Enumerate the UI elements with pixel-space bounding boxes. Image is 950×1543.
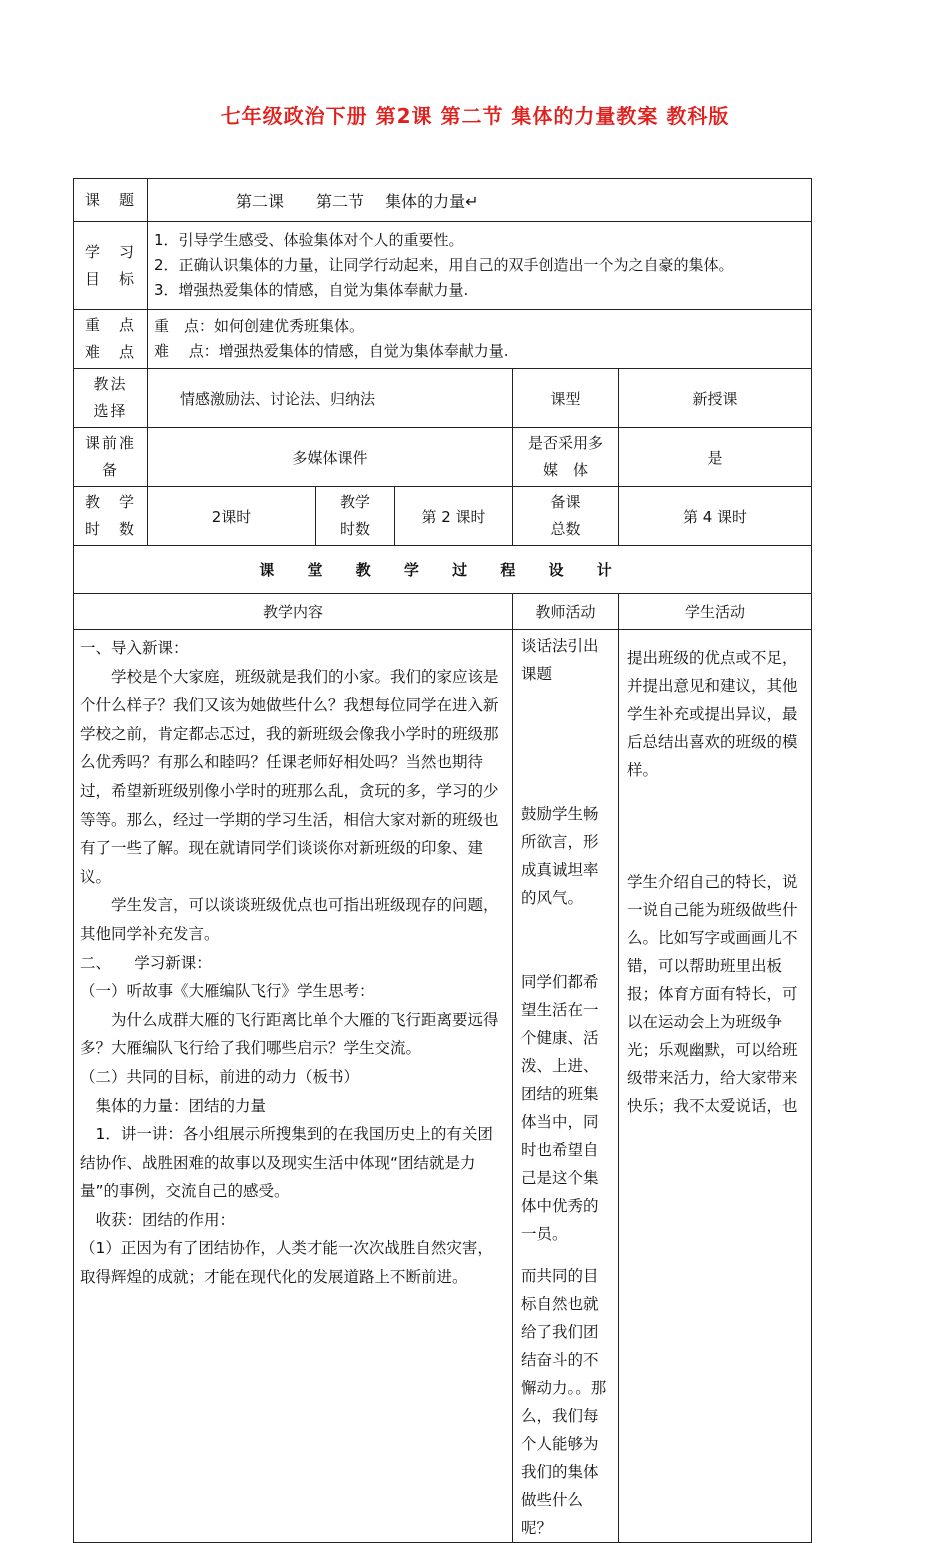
multimedia-label-line2: 媒 体 bbox=[542, 461, 588, 479]
goals-label-line2: 目 标 bbox=[84, 269, 136, 288]
current-value: 第 2 课时 bbox=[395, 487, 513, 546]
key-points bbox=[148, 310, 812, 369]
teacher-paragraph: 同学们都希望生活在一个健康、活泼、上进、团结的班集体当中，同时也希望自己是这个集体中优秀的一员。 bbox=[521, 973, 599, 1243]
row-process-body bbox=[74, 630, 812, 1543]
prep-label bbox=[74, 428, 148, 487]
content-paragraph: （二）共同的目标，前进的动力（板书） bbox=[80, 1067, 360, 1086]
total-label-line2: 总数 bbox=[550, 520, 581, 538]
content-paragraph: （1）正因为有了团结协作，人类才能一次次战胜自然灾害，取得辉煌的成就；才能在现代化的发展道路上不断前进。 bbox=[80, 1239, 493, 1287]
multimedia-label-line1: 是否采用多 bbox=[527, 434, 603, 452]
key-label-line1: 重 点 bbox=[84, 316, 136, 334]
col-content-header: 教学内容 bbox=[74, 594, 513, 630]
row-method bbox=[74, 369, 812, 428]
multimedia-value: 是 bbox=[619, 428, 812, 487]
row-process-header bbox=[74, 594, 812, 630]
content-paragraph: 学校是个大家庭，班级就是我们的小家。我们的家应该是个什么样子？我们又该为她做些什么？我想每位同学在进入新学校之前，肯定都忐忑过，我的新班级会像我小学时的班级那么优秀吗？有那么和睦吗？任课老师好相处吗？当然也期待过，希望新班级别像小学时的班那么乱，贪玩的多，学习的少等等。那么，经过一学期的学习生活，相信大家对新的班级也有了一些了解。现在就请同学们谈谈你对新班级的印象、建议。 bbox=[80, 667, 499, 886]
key-label-line2: 难 点 bbox=[84, 343, 136, 361]
total-value: 第 4 课时 bbox=[619, 487, 812, 546]
method-label-line1: 教法 bbox=[93, 375, 128, 393]
goals-label bbox=[74, 222, 148, 310]
teacher-paragraph: 鼓励学生畅所欲言，形成真诚坦率的风气。 bbox=[521, 805, 599, 907]
row-hours bbox=[74, 487, 812, 546]
col-teacher-header: 教师活动 bbox=[513, 594, 619, 630]
goals-list bbox=[148, 222, 812, 310]
row-topic bbox=[74, 179, 812, 222]
student-paragraph: 学生介绍自己的特长，说一说自己能为班级做些什么。比如写字或画画儿不错，可以帮助班里出板报；体育方面有特长，可以在运动会上为班级争光；乐观幽默，可以给班级带来活力，给大家带来快乐；我不太爱说话，也 bbox=[627, 873, 798, 1115]
prep-value: 多媒体课件 bbox=[148, 428, 513, 487]
prep-label-line2: 备 bbox=[101, 461, 119, 479]
type-value: 新授课 bbox=[619, 369, 812, 428]
teacher-activity bbox=[513, 630, 619, 1543]
student-activity bbox=[619, 630, 812, 1543]
method-label-line2: 选择 bbox=[93, 402, 128, 420]
goal-item: 3．增强热爱集体的情感，自觉为集体奉献力量. bbox=[154, 281, 469, 299]
lesson-plan-table bbox=[73, 178, 812, 1543]
current-label-line1: 教学 bbox=[339, 493, 370, 511]
content-paragraph: 1．讲一讲：各小组展示所搜集到的在我国历史上的有关团结协作、战胜困难的故事以及现实生活中体现“团结就是力量”的事例，交流自己的感受。 bbox=[80, 1125, 493, 1201]
key-label bbox=[74, 310, 148, 369]
multimedia-label bbox=[513, 428, 619, 487]
hours-value: 2课时 bbox=[148, 487, 316, 546]
student-paragraph: 提出班级的优点或不足，并提出意见和建议，其他学生补充或提出异议，最后总结出喜欢的班级的模样。 bbox=[627, 649, 798, 779]
content-paragraph: 集体的力量：团结的力量 bbox=[95, 1096, 267, 1115]
difficult-point: 难 点：增强热爱集体的情感，自觉为集体奉献力量. bbox=[154, 342, 509, 360]
document-title: 七年级政治下册 第2课 第二节 集体的力量教案 教科版 bbox=[220, 104, 730, 128]
prep-label-line1: 课前准 bbox=[84, 434, 136, 452]
row-process-title bbox=[74, 546, 812, 594]
topic-value: 第二课 第二节 集体的力量↵ bbox=[148, 179, 812, 222]
goal-item: 1．引导学生感受、体验集体对个人的重要性。 bbox=[154, 231, 464, 249]
hours-label-line1: 教 学 bbox=[84, 493, 136, 511]
content-paragraph: 二、 学习新课： bbox=[80, 953, 212, 972]
row-key-points bbox=[74, 310, 812, 369]
method-label bbox=[74, 369, 148, 428]
goals-label-line1: 学 习 bbox=[84, 242, 136, 261]
current-label-line2: 时数 bbox=[339, 520, 370, 538]
row-prep bbox=[74, 428, 812, 487]
total-label bbox=[513, 487, 619, 546]
goal-item: 2．正确认识集体的力量，让同学行动起来，用自己的双手创造出一个为之自豪的集体。 bbox=[154, 256, 734, 274]
teacher-paragraph: 谈话法引出课题 bbox=[521, 637, 599, 683]
hours-label bbox=[74, 487, 148, 546]
row-goals bbox=[74, 222, 812, 310]
process-title: 课 堂 教 学 过 程 设 计 bbox=[74, 546, 812, 594]
total-label-line1: 备课 bbox=[550, 493, 581, 511]
content-paragraph: （一）听故事《大雁编队飞行》学生思考： bbox=[80, 982, 375, 1001]
teacher-paragraph: 而共同的目标自然也就给了我们团结奋斗的不懈动力。。那么，我们每个人能够为我们的集体做些什么呢？ bbox=[521, 1267, 607, 1537]
hours-label-line2: 时 数 bbox=[84, 520, 136, 538]
content-paragraph: 一、导入新课： bbox=[80, 639, 189, 657]
teaching-content bbox=[74, 630, 513, 1543]
current-label bbox=[316, 487, 395, 546]
content-paragraph: 收获：团结的作用： bbox=[95, 1210, 236, 1229]
col-student-header: 学生活动 bbox=[619, 594, 812, 630]
content-paragraph: 为什么成群大雁的飞行距离比单个大雁的飞行距离要远得多？大雁编队飞行给了我们哪些启示？学生交流。 bbox=[80, 1010, 499, 1058]
key-point: 重 点：如何创建优秀班集体。 bbox=[154, 317, 365, 335]
topic-label: 课 题 bbox=[74, 179, 148, 222]
method-value: 情感激励法、讨论法、归纳法 bbox=[148, 369, 513, 428]
type-label: 课型 bbox=[513, 369, 619, 428]
content-paragraph: 学生发言，可以谈谈班级优点也可指出班级现存的问题，其他同学补充发言。 bbox=[80, 896, 499, 943]
